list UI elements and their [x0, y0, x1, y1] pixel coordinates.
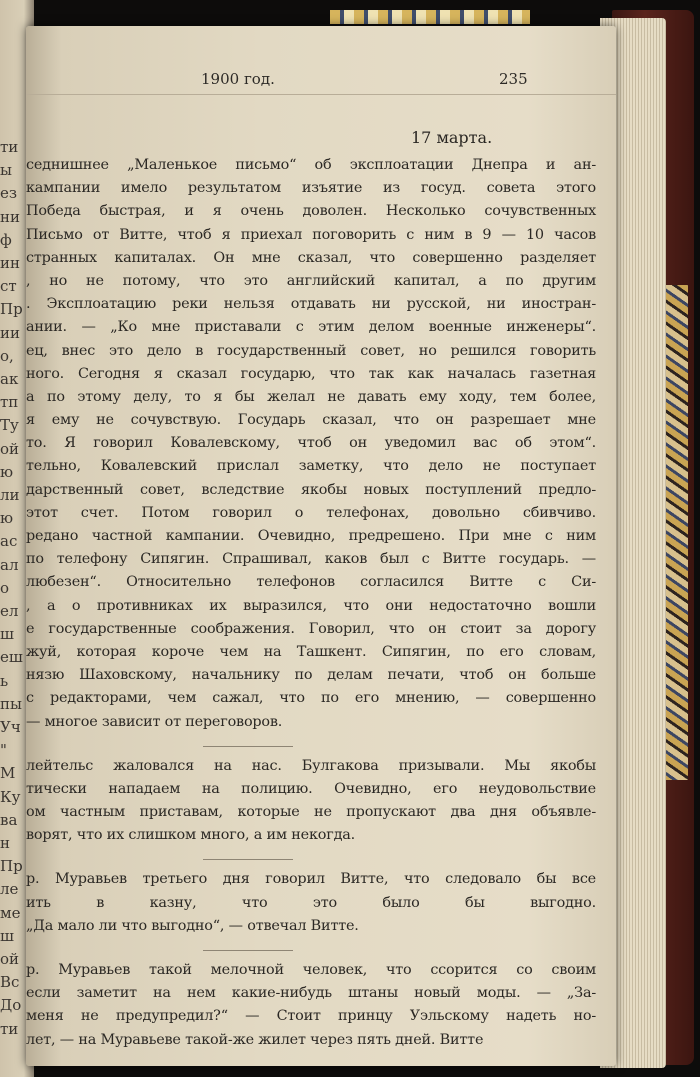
left-page-fragment: о [0, 578, 10, 597]
text-line: если заметит на нем какие-нибудь штаны новый моды. — „За- [26, 985, 596, 1002]
left-page-fragment: " [0, 741, 7, 760]
text-line: этот счет. Потом говорил о телефонах, довольно сбивчиво. [26, 504, 596, 521]
text-line: странных капиталах. Он мне сказал, что совершенно разделяет [26, 249, 596, 266]
left-page-fragment: ни [0, 207, 20, 226]
left-page-fragment: ш [0, 926, 14, 945]
left-page-fragment: ин [0, 254, 20, 272]
left-page-fragment: ь [0, 671, 9, 690]
paragraph [26, 755, 616, 848]
left-page-fragment: ю [0, 509, 14, 528]
text-line: редано частной кампании. Очевидно, предрешено. При мне с ним [26, 528, 596, 544]
text-line: лейтельс жаловался на нас. Булгакова призывали. Мы якобы [26, 757, 596, 774]
text-line: ить в казну, что это было бы выгодно. [26, 894, 596, 911]
text-line: жуй, которая короче чем на Ташкент. Сипягин, по его словам, [26, 643, 596, 660]
text-line: любезен“. Относительно телефонов согласился Витте с Си- [26, 574, 596, 591]
left-page-fragment: ти [0, 1019, 19, 1038]
text-line: дарственный совет, вследствие якобы новых поступлений предло- [26, 481, 596, 498]
left-page-fragment: Пр [0, 857, 23, 876]
paragraph [26, 154, 616, 734]
paragraph [26, 959, 616, 1052]
left-page-fragment: ме [0, 903, 21, 922]
text-line: то. Я говорил Ковалевскому, чтоб он уведомил вас об этом“. [26, 435, 596, 452]
running-head-year: 1900 год. [201, 70, 275, 88]
text-line: седнишнее „Маленькое письмо“ об эксплоатации Днепра и ан- [26, 157, 596, 173]
text-line: р. Муравьев третьего дня говорил Витте, что следовало бы все [26, 871, 596, 888]
text-line: , а о противниках их выразился, что они недостаточно вошли [26, 597, 596, 614]
left-page-fragment: еш [0, 648, 23, 667]
text-line: с редакторами, чем сажал, что по его мнению, — совершенно [26, 690, 596, 707]
left-page-fragment: о, [0, 346, 14, 365]
text-line: р. Муравьев такой мелочной человек, что ссорится со своим [26, 962, 596, 978]
page-number: 235 [499, 70, 528, 88]
text-line: по телефону Сипягин. Спрашивал, каков был с Витте государь. — [26, 551, 596, 568]
text-line: ом частным приставам, которые не пропускают два дня объявле- [26, 804, 596, 821]
text-line: „Да мало ли что выгодно“, — отвечал Витте. [26, 917, 359, 934]
left-page-fragment: ст [0, 277, 17, 296]
left-page-fragment: ф [0, 230, 12, 249]
section-separator [203, 859, 293, 860]
left-page-fragment: ез [0, 184, 18, 203]
text-line: лет, — на Муравьеве такой-же жилет через пять дней. Витте [26, 1031, 484, 1048]
text-line: ного. Сегодня я сказал государю, что так как началась газетная [26, 365, 596, 382]
left-page-fragment: Уч [0, 718, 21, 736]
text-line: Письмо от Витте, чтоб я приехал поговорить с ним в 9 — 10 часов [26, 226, 596, 243]
text-line: е государственные соображения. Говорил, что он стоит за дорогу [26, 620, 596, 637]
left-page-fragment: ел [0, 602, 19, 620]
left-page-fragment: ва [0, 810, 18, 829]
text-line: а по этому делу, то я бы желал не давать ему ходу, тем более, [26, 388, 596, 405]
running-head [26, 70, 616, 92]
left-page-fragment: ти [0, 138, 19, 156]
text-line: я ему не сочувствую. Государь сказал, что он разрешает мне [26, 412, 596, 429]
left-page-fragment: Ту [0, 416, 19, 435]
entry-date: 17 марта. [411, 128, 493, 147]
left-page-fragment: ас [0, 532, 18, 551]
left-page-fragment: ой [0, 950, 20, 968]
section-separator [203, 746, 293, 747]
left-page-fragment: Пр [0, 300, 23, 319]
text-line: Победа быстрая, и я очень доволен. Несколько сочувственных [26, 203, 596, 220]
left-page-fragment: ш [0, 625, 14, 644]
left-page-fragment: До [0, 996, 22, 1015]
text-line: ворят, что их слишком много, а им некогда. [26, 827, 355, 844]
page-body [26, 154, 616, 1052]
text-line: — многое зависит от переговоров. [26, 713, 283, 730]
left-page-fragment: пы [0, 694, 22, 713]
paragraph [26, 868, 616, 938]
left-page-fragment: Вс [0, 973, 20, 992]
text-line: ец, внес это дело в государственный совет, но решился говорить [26, 342, 596, 359]
left-page-fragment: ал [0, 555, 19, 574]
left-page-fragment: ле [0, 880, 19, 899]
marbled-endpaper-top [330, 10, 530, 24]
left-page-fragment: н [0, 834, 10, 852]
book-page [26, 26, 616, 1066]
left-page-fragment: ли [0, 486, 20, 504]
header-rule [26, 94, 616, 95]
left-page-fragment: тп [0, 393, 19, 412]
text-line: , но не потому, что это английский капитал, а по другим [26, 272, 596, 289]
left-page-fragment: Ку [0, 787, 21, 806]
text-line: нязю Шаховскому, начальнику по делам печати, чтоб он больше [26, 667, 596, 684]
left-page-fragment: ой [0, 439, 20, 458]
left-page-fragment: ю [0, 462, 14, 481]
text-line: меня не предупредил?“ — Стоит принцу Уэльскому надеть но- [26, 1008, 596, 1025]
left-page-fragment: ы [0, 161, 12, 180]
left-page-fragment: ии [0, 323, 20, 342]
text-line: тельно, Ковалевский прислал заметку, что дело не поступает [26, 458, 596, 475]
left-page-fragment: М [0, 764, 16, 783]
text-line: . Эксплоатацию реки нельзя отдавать ни русской, ни иностран- [26, 296, 596, 313]
text-line: кампании имело результатом изъятие из госуд. совета этого [26, 180, 596, 197]
left-page-fragment: ак [0, 370, 19, 388]
text-line: ании. — „Ко мне приставали с этим делом военные инженеры“. [26, 319, 596, 336]
text-line: тически нападаем на полицию. Очевидно, его неудовольствие [26, 780, 596, 797]
section-separator [203, 950, 293, 951]
